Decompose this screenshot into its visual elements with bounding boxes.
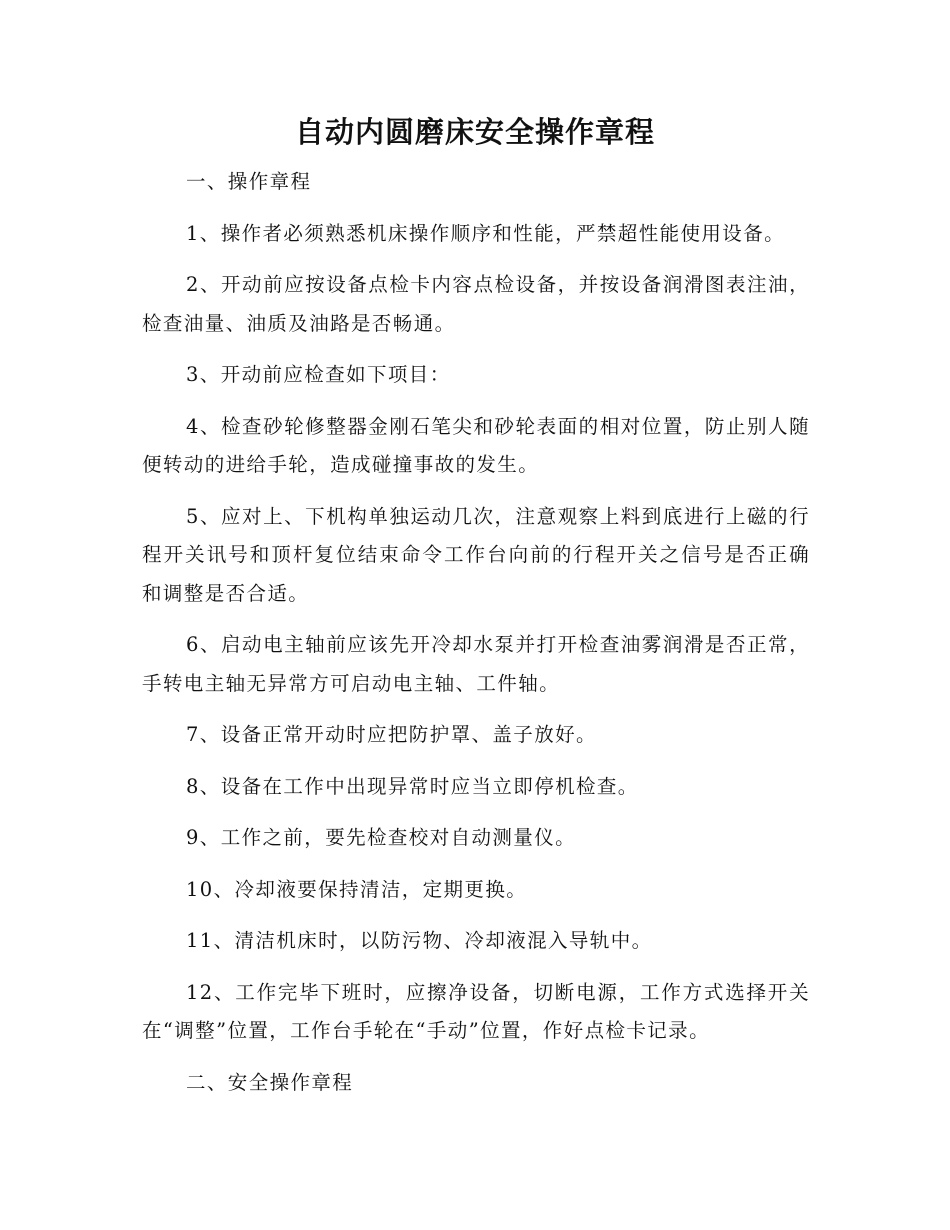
paragraph-item-4: 4、检查砂轮修整器金刚石笔尖和砂轮表面的相对位置，防止别人随便转动的进给手轮，造成碰撞事故的发生。 — [142, 414, 810, 476]
paragraph-item-2: 2、开动前应按设备点检卡内容点检设备，并按设备润滑图表注油，检查油量、油质及油路是否畅通。 — [142, 273, 810, 335]
paragraph-item-6: 6、启动电主轴前应该先开冷却水泵并打开检查油雾润滑是否正常，手转电主轴无异常方可启动电主轴、工件轴。 — [142, 633, 810, 695]
section-heading-safety: 二、安全操作章程 — [186, 1070, 354, 1094]
paragraph-item-8: 8、设备在工作中出现异常时应当立即停机检查。 — [186, 774, 639, 798]
paragraph-item-7: 7、设备正常开动时应把防护罩、盖子放好。 — [186, 723, 597, 746]
document-title: 自动内圆磨床安全操作章程 — [294, 115, 655, 149]
paragraph-item-5: 5、应对上、下机构单独运动几次，注意观察上料到底进行上磁的行程开关讯号和顶杆复位结束命令工作台向前的行程开关之信号是否正确和调整是否合适。 — [142, 504, 810, 605]
document-body — [142, 163, 810, 1115]
paragraph-item-3: 3、开动前应检查如下项目： — [186, 363, 451, 386]
paragraph-item-1: 1、操作者必须熟悉机床操作顺序和性能，严禁超性能使用设备。 — [186, 221, 786, 245]
paragraph-item-10: 10、冷却液要保持清洁，定期更换。 — [186, 877, 528, 901]
paragraph-item-9: 9、工作之前，要先检查校对自动测量仪。 — [186, 826, 577, 849]
section-heading-operation: 一、操作章程 — [186, 170, 312, 193]
paragraph-item-11: 11、清洁机床时，以防污物、冷却液混入导轨中。 — [186, 929, 653, 952]
paragraph-item-12: 12、工作完毕下班时，应擦净设备，切断电源，工作方式选择开关在“调整”位置，工作台手轮在“手动”位置，作好点检卡记录。 — [142, 980, 810, 1042]
